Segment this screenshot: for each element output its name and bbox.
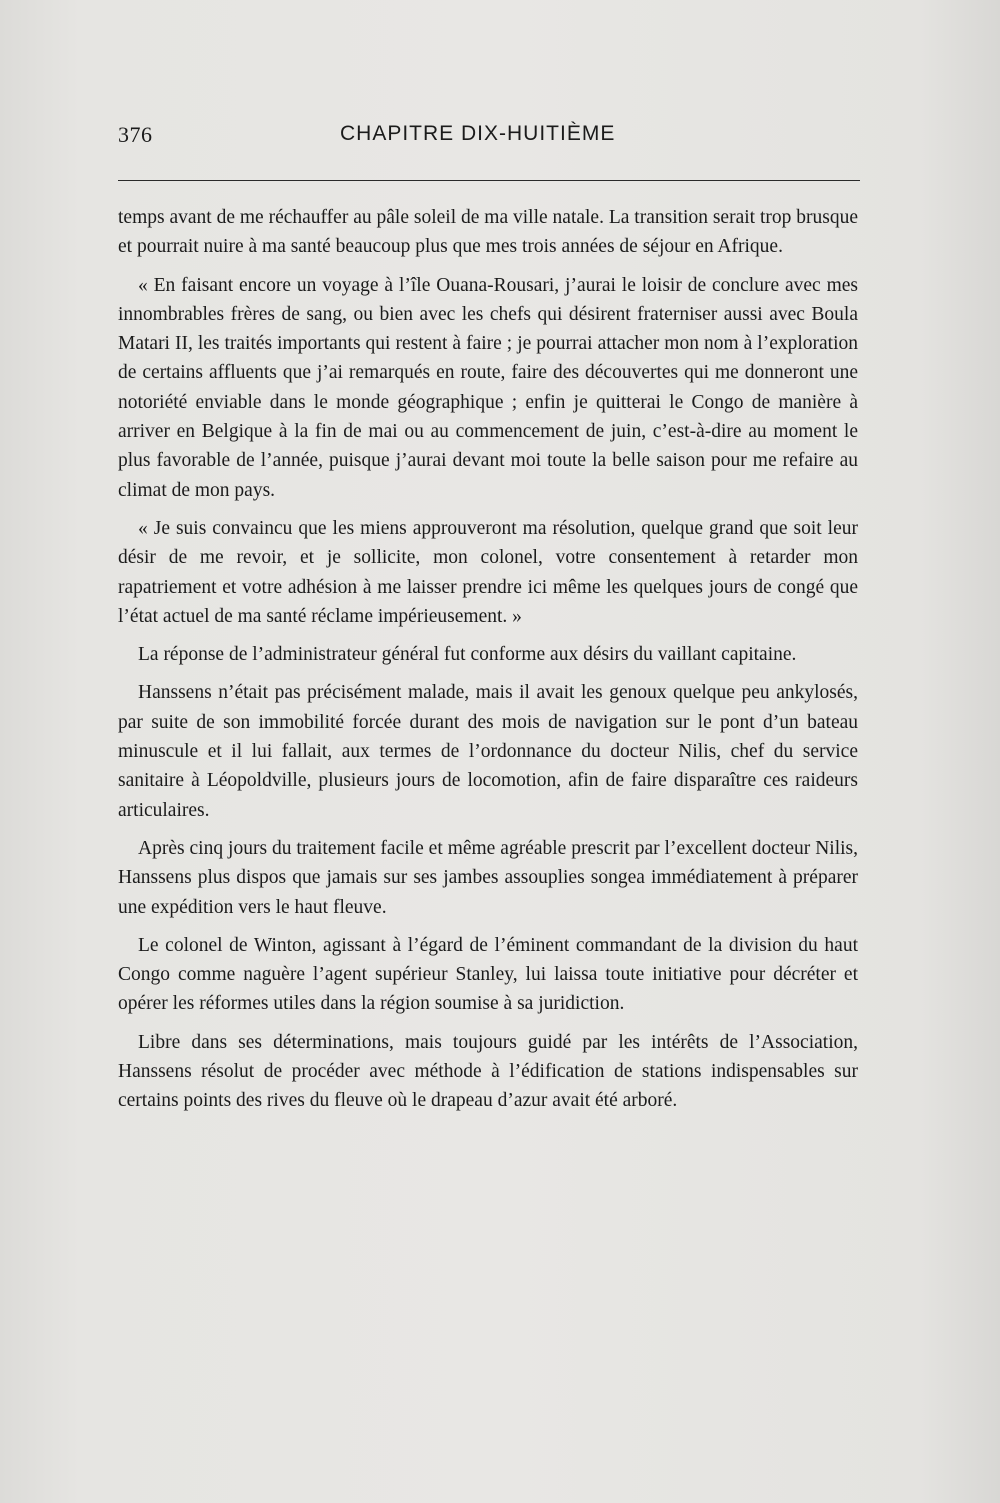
paragraph: Hanssens n’était pas précisément malade, mais il avait les genoux quelque peu ankylosés, par suite de son immobilité forcée durant des mois de navigation sur le pont d’un bateau minuscule et il lui fallait, aux termes de l’ordonnance du docteur Nilis, chef du service sanitaire à Léopoldville, plusieurs jours de locomotion, afin de faire disparaître ces raideurs articulaires. xyxy=(118,682,858,821)
paragraph: Le colonel de Winton, agissant à l’égard de l’éminent commandant de la division du haut Congo comme naguère l’agent supérieur Stanley, lui laissa toute initiative pour décréter et opérer les réformes utiles dans la région soumise à sa juridiction. xyxy=(118,934,858,1015)
paragraph: La réponse de l’administrateur général fut conforme aux désirs du vaillant capitaine. xyxy=(138,644,797,666)
page-number: 376 xyxy=(118,122,153,147)
paragraph: Libre dans ses déterminations, mais toujours guidé par les intérêts de l’Association, Hanssens résolut de procéder avec méthode à l’édification de stations indispensables sur certains points des rives du fleuve où le drapeau d’azur avait été arboré. xyxy=(118,1031,858,1112)
body-text xyxy=(118,203,858,1125)
paragraph: Après cinq jours du traitement facile et même agréable prescrit par l’excellent docteur Nilis, Hanssens plus dispos que jamais sur ses jambes assouplies songea immédiatement à préparer une expédition vers le haut fleuve. xyxy=(118,837,858,918)
paragraph: « Je suis convaincu que les miens approuveront ma résolution, quelque grand que soit leur désir de me revoir, et je sollicite, mon colonel, votre consentement à retarder mon rapatriement et votre adhésion à me laisser prendre ici même les quelques jours de congé que l’état actuel de ma santé réclame impérieusement. » xyxy=(118,517,858,627)
chapter-title: CHAPITRE DIX-HUITIÈME xyxy=(340,122,616,145)
paragraph-continuation: temps avant de me réchauffer au pâle soleil de ma ville natale. La transition serait trop brusque et pourrait nuire à ma santé beaucoup plus que mes trois années de séjour en Afrique. xyxy=(118,207,858,258)
running-head xyxy=(118,118,860,158)
header-rule xyxy=(118,180,860,181)
paragraph: « En faisant encore un voyage à l’île Ouana-Rousari, j’aurai le loisir de conclure avec mes innombrables frères de sang, ou bien avec les chefs qui désirent fraterniser aussi avec Boula Matari II, les traités importants qui restent à faire ; je pourrai attacher mon nom à l’exploration de certains affluents que j’ai remarqués en route, faire des découvertes qui me donneront une notoriété enviable dans le monde géographique ; enfin je quitterai le Congo de manière à arriver en Belgique à la fin de mai ou au commencement de juin, c’est-à-dire au moment le plus favorable de l’année, puisque j’aurai devant moi toute la belle saison pour me refaire au climat de mon pays. xyxy=(118,274,858,501)
